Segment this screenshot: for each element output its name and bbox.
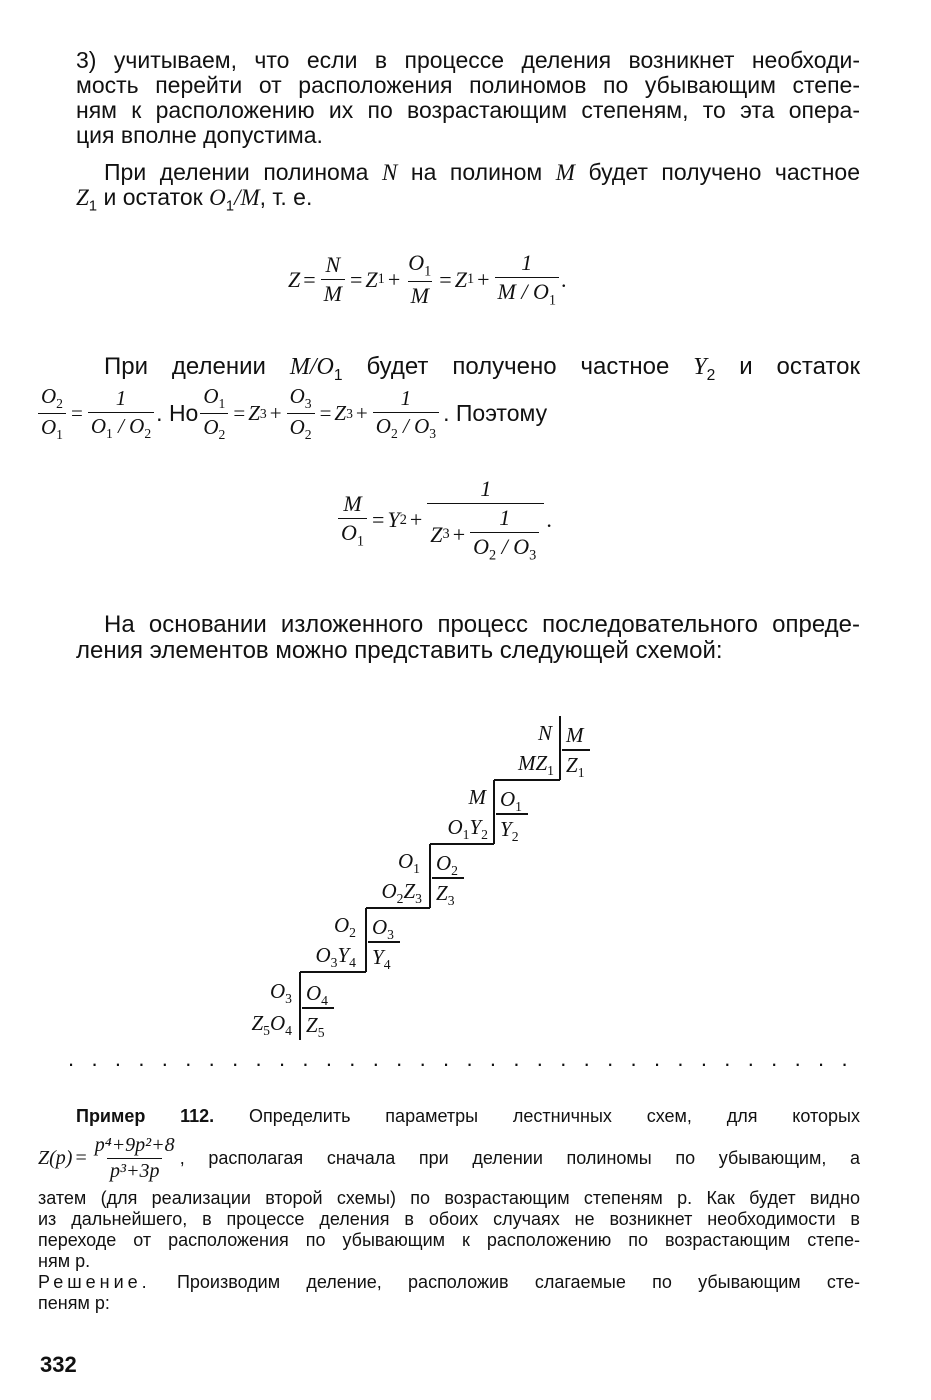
scheme-product: $O_1Y_2$ bbox=[447, 815, 488, 843]
text-line: При делении $M/O_1$ будет получено частное $Y_2$ и остаток bbox=[104, 353, 860, 384]
scheme-divisor: M bbox=[566, 723, 584, 747]
fraction: 1 Z 3 + $\frac{1}{O_2 / O_3}$ bbox=[427, 476, 544, 564]
text-line: Решение. Производим деление, расположив слагаемые по убывающим сте- bbox=[38, 1272, 860, 1292]
fraction: $\frac{1}{O_1 / O_2}$ bbox=[88, 386, 154, 442]
fraction: $\frac{O_3}{O_2}$ bbox=[287, 384, 315, 443]
equation-continued-fraction: $\frac{M}{O_1}$ = Y 2 + 1 Z 3 + $\frac{1}{O_2 / O_3}$ . bbox=[336, 476, 552, 564]
scheme-dividend: $O_1$ bbox=[398, 849, 420, 877]
text-line: На основании изложенного процесс последовательного опреде- bbox=[104, 611, 860, 638]
text-line: ням к расположению их по возрастающим степеням, то эта опера- bbox=[76, 97, 860, 123]
scheme-divisor: $O_1$ bbox=[500, 787, 522, 815]
equation-z: Z = $\frac{N}{M}$ = Z 1 + $\frac{O_1}{M}$ = Z 1 + $\frac{1}{M / O_1}$ . bbox=[288, 250, 567, 309]
text-line: ция вполне допустима. bbox=[76, 122, 323, 148]
fraction: $\frac{O_2}{O_1}$ bbox=[38, 384, 66, 443]
text-line: При делении полинома N на полином M будет получено частное bbox=[104, 159, 860, 185]
fraction: $\frac{1}{O_2 / O_3}$ bbox=[470, 505, 539, 564]
scheme-quotient: $Z_5$ bbox=[306, 1013, 325, 1041]
scheme-product: $O_2Z_3$ bbox=[381, 879, 422, 907]
scheme-quotient: $Z_3$ bbox=[436, 881, 455, 909]
scheme-divisor: $O_3$ bbox=[372, 915, 394, 943]
scheme-quotient: $Y_4$ bbox=[372, 945, 391, 973]
scheme-dividend: M bbox=[468, 785, 486, 809]
text-line: переходе от расположения по убывающим к расположению по возрастающим степе- bbox=[38, 1230, 860, 1250]
text-line: $Z_1$ и остаток $O_1/M$, т. е. bbox=[76, 184, 313, 215]
page-number: 332 bbox=[40, 1352, 77, 1377]
fraction: $\frac{O_1}{M}$ bbox=[408, 250, 432, 309]
fraction: $\frac{\text{p⁴+9p²+8}}{\text{p³+3p}}$ bbox=[94, 1134, 175, 1182]
scheme-dividend: N bbox=[537, 721, 552, 745]
scheme-product: $Z_5O_4$ bbox=[251, 1011, 292, 1039]
text-line: 3) учитываем, что если в процессе деления возникнет необходи- bbox=[76, 47, 860, 73]
fraction: $\frac{1}{M / O_1}$ bbox=[495, 250, 559, 309]
text-line: мость перейти от расположения полиномов по убывающим степе- bbox=[76, 72, 860, 98]
scheme-dividend: $O_3$ bbox=[270, 979, 292, 1007]
example-body bbox=[38, 1188, 860, 1314]
fraction: $\frac{1}{O_2 / O_3}$ bbox=[373, 386, 439, 442]
scheme-divisor: $O_2$ bbox=[436, 851, 458, 879]
fraction: $\frac{O_1}{O_2}$ bbox=[200, 384, 228, 443]
dotted-separator: . . . . . . . . . . . . . . . . . . . . . . . . . . . . . . . . . . bbox=[68, 1046, 848, 1071]
scheme-quotient: $Z_1$ bbox=[566, 753, 585, 781]
example-formula-line: Z(p) = $\frac{\text{p⁴+9p²+8}}{\text{p³+3p}}$ , располагая сначала при делении полиномы по убывающим, а bbox=[38, 1134, 860, 1182]
example-112 bbox=[76, 1106, 860, 1127]
text-line: затем (для реализации второй схемы) по возрастающим степеням p. Как будет видно bbox=[38, 1188, 860, 1208]
text-line: Пример 112. Определить параметры лестничных схем, для которых bbox=[76, 1106, 860, 1126]
equation-remainder: $\frac{O_2}{O_1}$ = $\frac{1}{O_1 / O_2}$ . Но $\frac{O_1}{O_2}$ = Z 3 + $\frac{O_3}{O_2}$ = Z 3 + $\frac{1}{O_2 / O_3}$ . Поэтому bbox=[36, 384, 547, 443]
fraction: $\frac{M}{O_1}$ bbox=[338, 491, 367, 550]
text-line: пеням p: bbox=[38, 1293, 110, 1313]
scheme-divisor: $O_4$ bbox=[306, 981, 328, 1009]
fraction: $\frac{N}{M}$ bbox=[321, 252, 345, 307]
text-line: ления элементов можно представить следующей схемой: bbox=[76, 637, 723, 664]
text-line: ням p. bbox=[38, 1251, 91, 1271]
scheme-quotient: $Y_2$ bbox=[500, 817, 519, 845]
scheme-dividend: $O_2$ bbox=[334, 913, 356, 941]
scheme-product: $O_3Y_4$ bbox=[315, 943, 356, 971]
text-line: из дальнейшего, в процессе деления в обоих случаях не возникнет необходимости в bbox=[38, 1209, 860, 1229]
scheme-product: $MZ_1$ bbox=[517, 751, 554, 779]
